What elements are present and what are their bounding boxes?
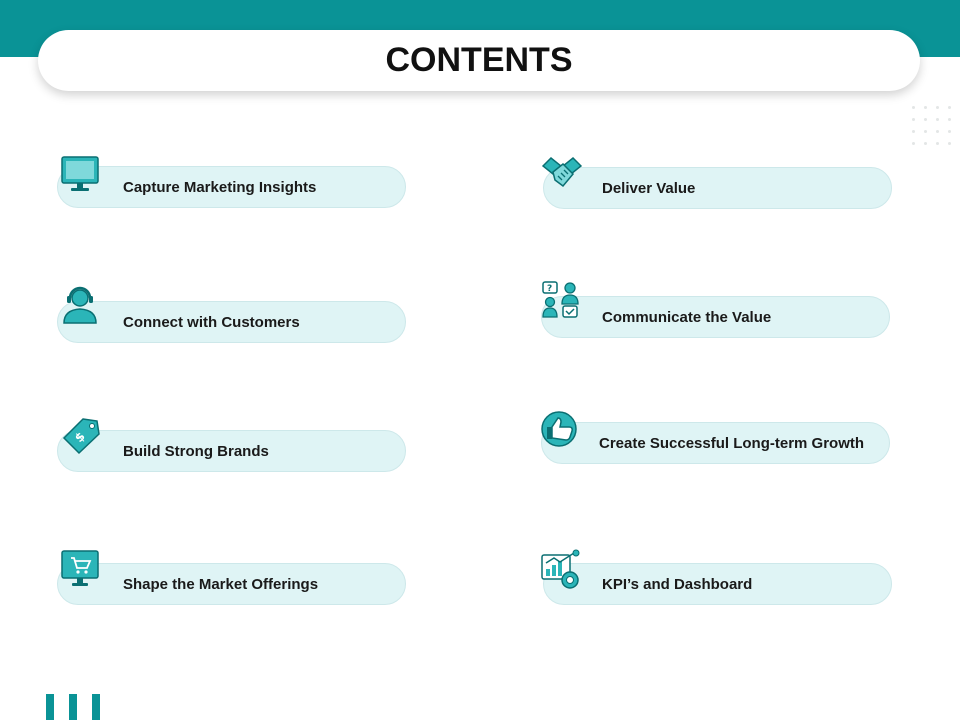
dashboard-chart-icon xyxy=(540,549,582,589)
item-label: Build Strong Brands xyxy=(123,442,269,460)
contents-item-kpis-and-dashboard[interactable] xyxy=(543,563,892,605)
item-label: Shape the Market Offerings xyxy=(123,575,319,593)
contents-item-connect-with-customers[interactable] xyxy=(57,301,406,343)
item-label: KPI’s and Dashboard xyxy=(602,575,753,593)
page-title: CONTENTS xyxy=(385,41,573,79)
item-label: Create Successful Long-term Growth xyxy=(599,434,865,452)
monitor-icon xyxy=(59,154,101,194)
customer-support-icon xyxy=(59,285,101,325)
contents-item-capture-marketing-insights[interactable] xyxy=(57,166,406,208)
svg-text:$: $ xyxy=(71,429,88,446)
contents-item-deliver-value[interactable] xyxy=(543,167,892,209)
item-label: Connect with Customers xyxy=(123,313,300,331)
title-bar xyxy=(38,30,920,91)
handshake-icon xyxy=(541,154,583,194)
thumbs-up-icon xyxy=(540,408,582,448)
item-label: Deliver Value xyxy=(602,179,696,197)
shopping-cart-screen-icon xyxy=(59,548,101,588)
contents-item-shape-the-market-offerings[interactable] xyxy=(57,563,406,605)
price-tag-icon xyxy=(59,416,101,456)
decorative-dot-grid xyxy=(912,106,960,154)
item-label: Communicate the Value xyxy=(602,308,772,326)
item-label: Capture Marketing Insights xyxy=(123,178,317,196)
contents-item-communicate-the-value[interactable] xyxy=(541,296,890,338)
people-communication-icon xyxy=(541,280,583,320)
contents-item-create-successful-long-term-growth[interactable] xyxy=(541,422,890,464)
svg-text:?: ? xyxy=(547,284,553,294)
contents-item-build-strong-brands[interactable] xyxy=(57,430,406,472)
